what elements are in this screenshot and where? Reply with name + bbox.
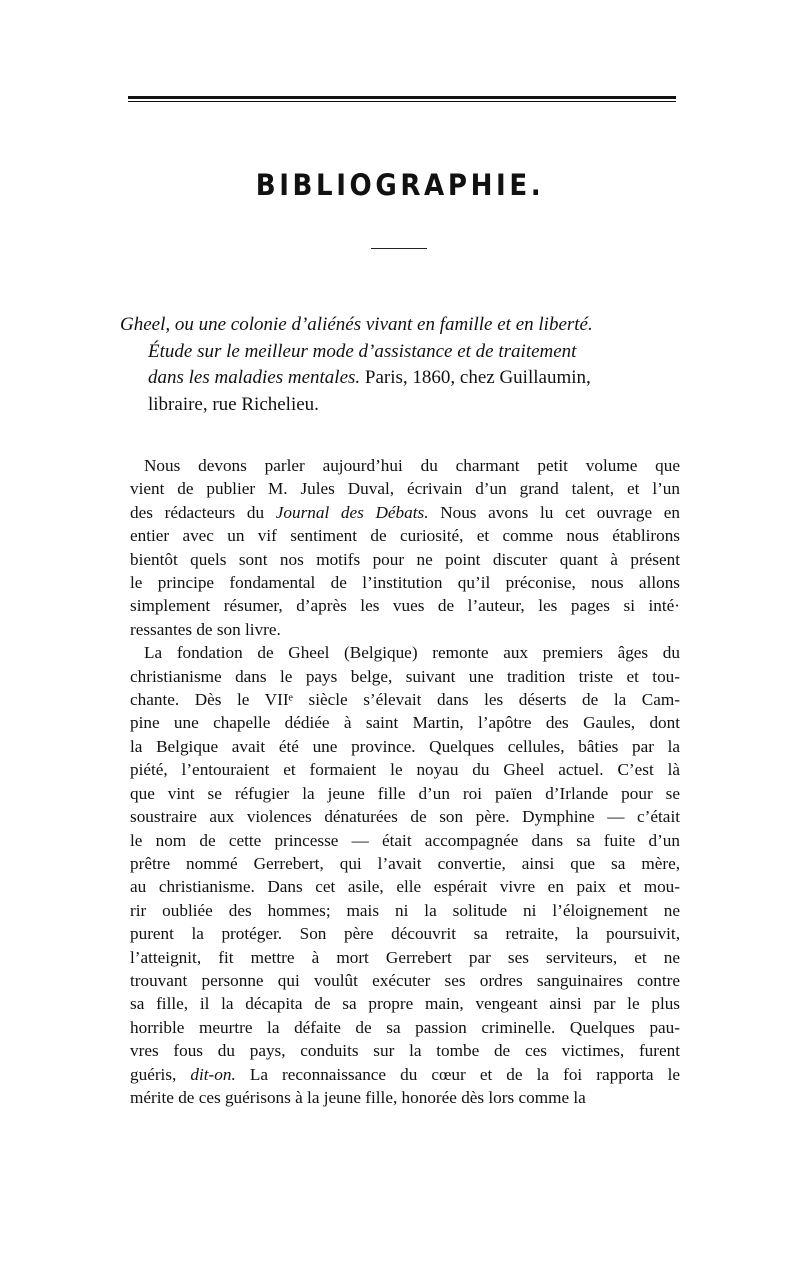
body-line: vres fous du pays, conduits sur la tombe de ces victimes, furent — [130, 1041, 680, 1061]
body-line: trouvant personne qui voulût exécuter ses ordres sanguinaires contre — [130, 970, 680, 990]
body-line: soustraire aux violences dénaturées de son père. Dymphine — c’était — [130, 807, 680, 827]
body-line: simplement résumer, d’après les vues de l’auteur, les pages si inté· — [130, 596, 680, 616]
top-rule — [128, 96, 676, 99]
body-line: La fondation de Gheel (Belgique) remonte aux premiers âges du — [144, 643, 680, 663]
body-text — [130, 454, 680, 1109]
body-line: l’atteignit, fit mettre à mort Gerrebert par ses serviteurs, et ne — [130, 947, 680, 967]
reference-line: dans les maladies mentales. Paris, 1860, chez Guillaumin, — [148, 367, 591, 388]
body-line: horrible meurtre la défaite de sa passion criminelle. Quelques pau- — [130, 1017, 680, 1037]
body-line: piété, l’entouraient et formaient le noyau du Gheel actuel. C’est là — [130, 760, 680, 780]
body-line: vient de publier M. Jules Duval, écrivain d’un grand talent, et l’un — [130, 479, 680, 499]
body-line: au christianisme. Dans cet asile, elle espérait vivre en paix et mou- — [130, 877, 680, 897]
body-line: rir oubliée des hommes; mais ni la solitude ni l’éloignement ne — [130, 900, 680, 920]
body-line: le nom de cette princesse — était accompagnée dans sa fuite d’un — [130, 830, 680, 850]
bibliographic-reference — [120, 312, 676, 418]
title-divider — [371, 248, 427, 249]
body-line: purent la protéger. Son père découvrit sa retraite, la poursuivit, — [130, 924, 680, 944]
body-line: Nous devons parler aujourd’hui du charmant petit volume que — [144, 456, 680, 475]
body-line: que vint se réfugier la jeune fille d’un roi païen d’Irlande pour se — [130, 783, 680, 803]
top-rule-thin — [128, 101, 676, 102]
body-line: prêtre nommé Gerrebert, qui l’avait convertie, ainsi que sa mère, — [130, 853, 680, 873]
body-line: le principe fondamental de l’institution qu’il préconise, nous allons — [130, 573, 680, 593]
body-line: sa fille, il la décapita de sa propre main, vengeant ainsi par le plus — [130, 994, 680, 1014]
body-line: ressantes de son livre. — [130, 619, 281, 639]
reference-line: Étude sur le meilleur mode d’assistance et de traitement — [148, 340, 577, 362]
body-line: des rédacteurs du Journal des Débats. Nous avons lu cet ouvrage en — [130, 502, 680, 522]
body-line: pine une chapelle dédiée à saint Martin, l’apôtre des Gaules, dont — [130, 713, 680, 733]
body-line: chante. Dès le VIIᵉ siècle s’élevait dans les déserts de la Cam- — [130, 690, 680, 710]
body-line: christianisme dans le pays belge, suivant une tradition triste et tou- — [130, 666, 680, 686]
body-line: guéris, dit-on. La reconnaissance du cœur et de la foi rapporta le — [130, 1064, 681, 1084]
body-line: entier avec un vif sentiment de curiosité, et comme nous établirons — [130, 526, 680, 546]
reference-line: libraire, rue Richelieu. — [148, 393, 319, 415]
body-line: mérite de ces guérisons à la jeune fille, honorée dès lors comme la — [130, 1087, 586, 1107]
reference-line: Gheel, ou une colonie d’aliénés vivant en famille et en liberté. — [120, 314, 593, 335]
body-line: bientôt quels sont nos motifs pour ne point discuter quant à présent — [130, 549, 680, 569]
body-line: la Belgique avait été une province. Quelques cellules, bâties par la — [130, 736, 680, 756]
page-title: BIBLIOGRAPHIE. — [255, 168, 545, 202]
